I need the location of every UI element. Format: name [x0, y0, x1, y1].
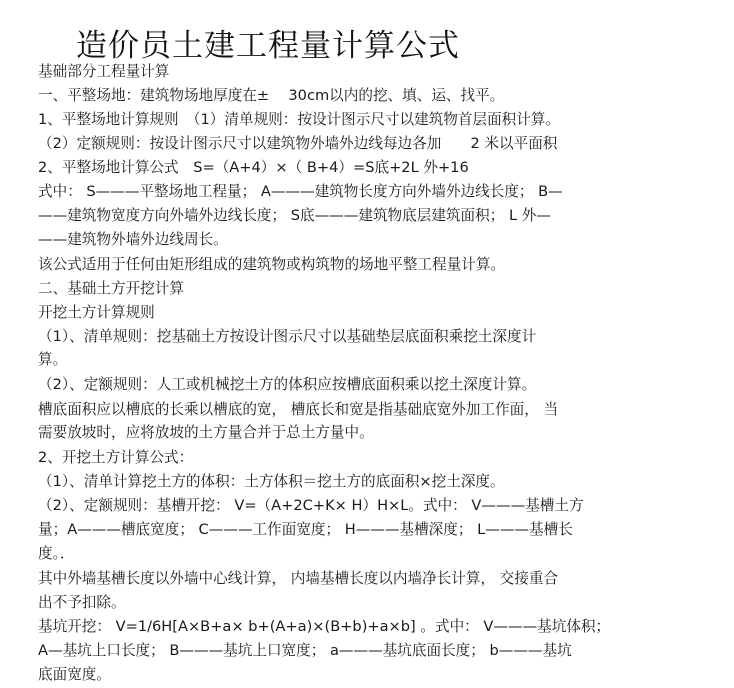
- text-line: 一、平整场地：建筑物场地厚度在± 30cm以内的挖、填、运、找平。: [38, 87, 505, 104]
- text-line: 槽底面积应以槽底的长乘以槽底的宽， 槽底长和宽是指基础底宽外加工作面， 当: [38, 401, 559, 418]
- text-line: 2、开挖土方计算公式：: [38, 449, 194, 466]
- text-line: 基坑开挖： V=1/6H[A×B+a× b+(A+a)×(B+b)+a×b] 。式中： V———基坑体积；: [38, 618, 611, 635]
- text-line: （1）、清单计算挖土方的体积：土方体积＝挖土方的底面积×挖土深度。: [38, 473, 505, 490]
- text-line: 其中外墙基槽长度以外墙中心线计算， 内墙基槽长度以内墙净长计算， 交接重合: [38, 570, 559, 587]
- text-line: 2、平整场地计算公式 S=（A+4）×（ B+4）=S底+2L 外+16: [38, 159, 469, 176]
- text-line: 度。．: [38, 545, 75, 562]
- text-line: 二、基础土方开挖计算: [38, 280, 184, 297]
- text-line: 1、平整场地计算规则 （1）清单规则：按设计图示尺寸以建筑物首层面积计算。: [38, 111, 561, 128]
- text-line: 该公式适用于任何由矩形组成的建筑物或构筑物的场地平整工程量计算。: [38, 256, 506, 273]
- text-line: ——建筑物外墙外边线周长。: [38, 231, 228, 248]
- text-line: 量；A———槽底宽度； C———工作面宽度； H———基槽深度； L———基槽长: [38, 521, 573, 538]
- page-title: 造价员土建工程量计算公式: [76, 28, 460, 64]
- text-line: （2）定额规则：按设计图示尺寸以建筑物外墙外边线每边各加 2 米以平面积: [38, 135, 558, 152]
- text-line: （1）、清单规则：挖基础土方按设计图示尺寸以基础垫层底面积乘挖土深度计: [38, 328, 537, 345]
- text-line: ——建筑物宽度方向外墙外边线长度； S底———建筑物底层建筑面积； L 外—: [38, 207, 551, 224]
- text-line: A—基坑上口长度； B———基坑上口宽度； a———基坑底面长度； b———基坑: [38, 642, 572, 659]
- text-line: （2）、定额规则：人工或机械挖土方的体积应按槽底面积乘以挖土深度计算。: [38, 376, 537, 393]
- text-line: 开挖土方计算规则: [38, 304, 155, 321]
- text-line: 底面宽度。: [38, 666, 111, 683]
- text-line: 需要放坡时，应将放坡的土方量合并于总土方量中。: [38, 424, 374, 441]
- text-line: 基础部分工程量计算: [38, 63, 170, 80]
- text-line: （2）、定额规则：基槽开挖： V=（A+2C+K× H）H×L。式中： V———基槽土方: [38, 497, 584, 514]
- text-line: 算。: [38, 351, 68, 368]
- text-line: 出不予扣除。: [38, 594, 126, 611]
- text-line: 式中： S———平整场地工程量； A———建筑物长度方向外墙外边线长度； B—: [38, 183, 563, 200]
